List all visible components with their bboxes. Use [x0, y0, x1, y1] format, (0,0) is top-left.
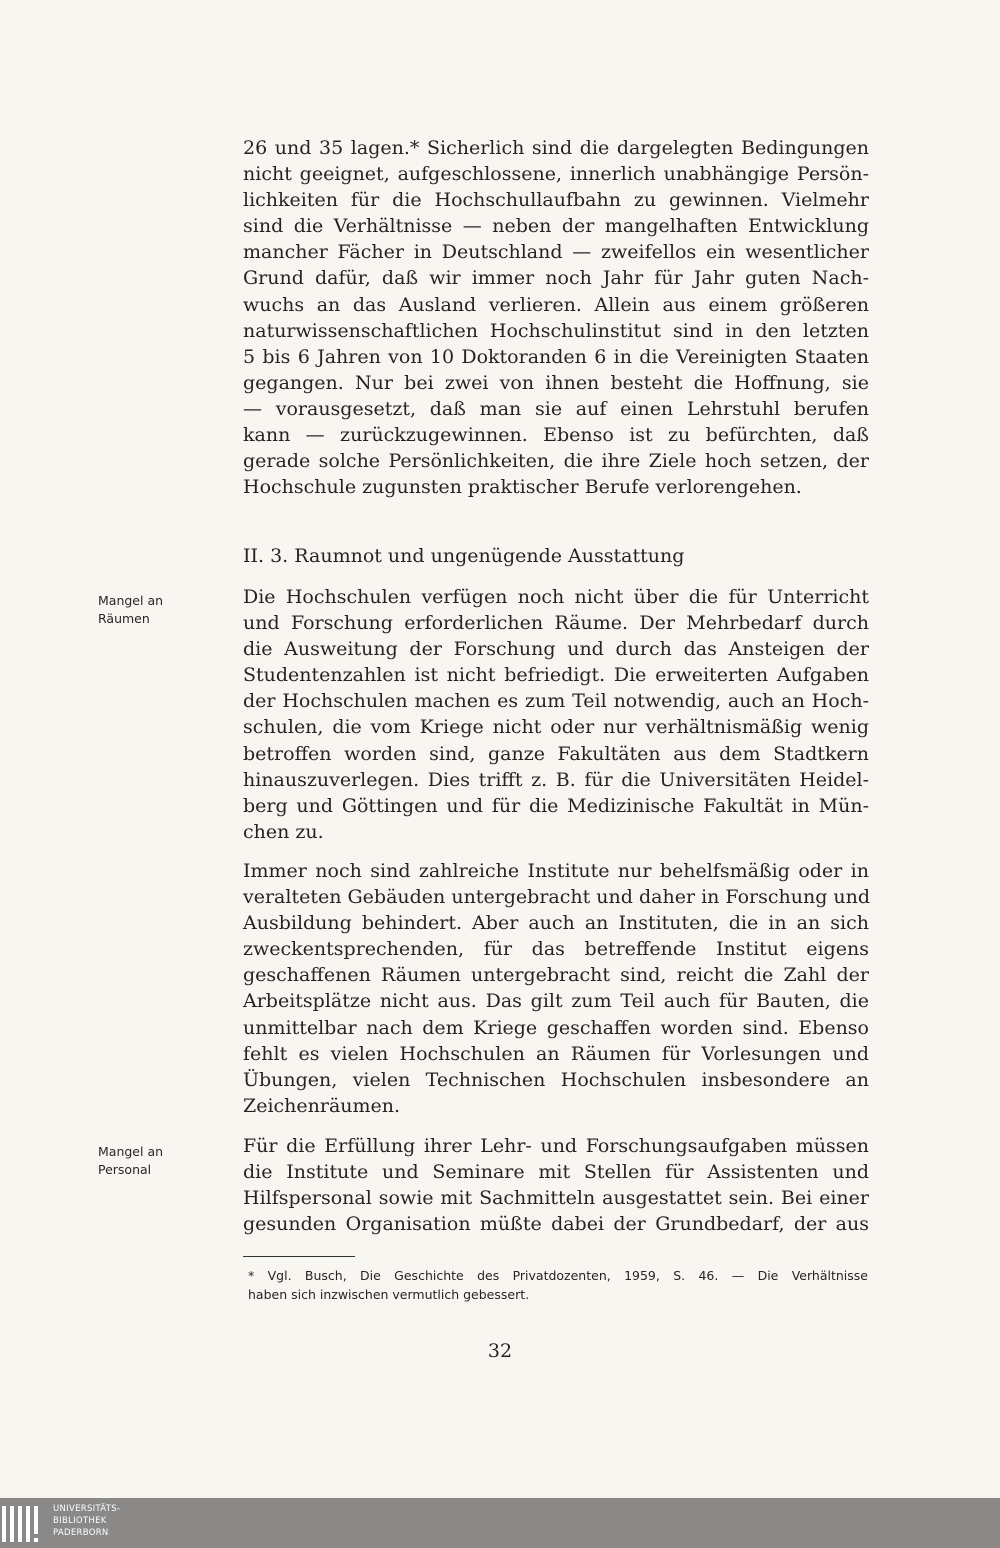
margin-note-line: Mangel an	[98, 1144, 164, 1159]
text-line: sind die Verhältnisse — neben der mangelhaften Entwicklung	[243, 215, 869, 238]
text-line: — vorausgesetzt, daß man sie auf einen Lehrstuhl berufen	[243, 397, 869, 420]
text-line: nicht geeignet, aufgeschlossene, innerlich unabhängige Persön-	[243, 163, 869, 186]
footnote-line: * Vgl. Busch, Die Geschichte des Privatdozenten, 1959, S. 46. — Die Verhältnisse	[248, 1268, 868, 1283]
page-number: 32	[487, 1340, 513, 1362]
logo-line: PADERBORN	[53, 1528, 109, 1538]
text-line: Hochschule zugunsten praktischer Berufe verlorengehen.	[243, 476, 802, 499]
text-line: Arbeitsplätze nicht aus. Das gilt zum Teil auch für Bauten, die	[243, 990, 869, 1013]
text-line: Zeichenräumen.	[243, 1094, 401, 1117]
text-line: hinauszuverlegen. Dies trifft z. B. für die Universitäten Heidel-	[243, 768, 869, 791]
text-line: Die Hochschulen verfügen noch nicht über die für Unterricht	[243, 586, 869, 608]
library-logo-text	[53, 1503, 120, 1539]
text-line: Immer noch sind zahlreiche Institute nur behelfsmäßig oder in	[243, 860, 869, 882]
text-line: die Ausweitung der Forschung und durch das Ansteigen der	[243, 638, 869, 661]
section-heading: II. 3. Raumnot und ungenügende Ausstattung	[243, 545, 685, 567]
text-line: die Institute und Seminare mit Stellen für Assistenten und	[243, 1161, 869, 1184]
footnote	[248, 1266, 868, 1304]
text-line: unmittelbar nach dem Kriege geschaffen worden sind. Ebenso	[243, 1016, 869, 1039]
text-line: naturwissenschaftlichen Hochschulinstitut sind in den letzten	[243, 319, 869, 342]
text-line: 26 und 35 lagen.* Sicherlich sind die dargelegten Bedingungen	[243, 137, 869, 159]
text-line: Für die Erfüllung ihrer Lehr- und Forschungsaufgaben müssen	[243, 1135, 869, 1157]
text-line: fehlt es vielen Hochschulen an Räumen für Vorlesungen und	[243, 1042, 869, 1065]
library-footer-bar	[0, 1498, 1000, 1548]
footnote-rule	[243, 1256, 355, 1257]
margin-note-line: Mangel an	[98, 593, 164, 608]
margin-note-raeume	[98, 592, 208, 628]
paragraph-2	[243, 584, 869, 845]
text-line: Studentenzahlen ist nicht befriedigt. Die erweiterten Aufgaben	[243, 664, 869, 687]
text-line: Hilfspersonal sowie mit Sachmitteln ausgestattet sein. Bei einer	[243, 1187, 869, 1210]
paragraph-1	[243, 135, 869, 500]
text-line: Ausbildung behindert. Aber auch an Instituten, die in an sich	[243, 912, 869, 935]
text-line: betroffen worden sind, ganze Fakultäten aus dem Stadtkern	[243, 742, 869, 765]
text-line: gerade solche Persönlichkeiten, die ihre Ziele hoch setzen, der	[243, 450, 869, 473]
logo-line: BIBLIOTHEK	[53, 1516, 107, 1526]
text-line: schulen, die vom Kriege nicht oder nur verhältnismäßig wenig	[243, 716, 869, 739]
text-line: 5 bis 6 Jahren von 10 Doktoranden 6 in die Vereinigten Staaten	[243, 345, 869, 368]
logo-line: UNIVERSITÄTS-	[53, 1504, 121, 1514]
text-line: gegangen. Nur bei zwei von ihnen besteht die Hoffnung, sie	[243, 371, 869, 394]
text-line: mancher Fächer in Deutschland — zweifellos ein wesentlicher	[243, 241, 869, 264]
text-line: und Forschung erforderlichen Räume. Der Mehrbedarf durch	[243, 612, 869, 635]
text-line: chen zu.	[243, 820, 324, 843]
text-line: kann — zurückzugewinnen. Ebenso ist zu befürchten, daß	[243, 424, 869, 447]
text-line: geschaffenen Räumen untergebracht sind, reicht die Zahl der	[243, 964, 869, 987]
paragraph-4	[243, 1133, 869, 1237]
text-line: zweckentsprechenden, für das betreffende Institut eigens	[243, 938, 869, 961]
library-logo-icon	[0, 1498, 48, 1548]
text-line: lichkeiten für die Hochschullaufbahn zu gewinnen. Vielmehr	[243, 189, 869, 212]
text-line: der Hochschulen machen es zum Teil notwendig, auch an Hoch-	[243, 690, 869, 713]
text-line: berg und Göttingen und für die Medizinische Fakultät in Mün-	[243, 794, 869, 817]
margin-note-line: Personal	[98, 1162, 152, 1177]
text-line: gesunden Organisation müßte dabei der Grundbedarf, der aus	[243, 1213, 869, 1236]
paragraph-3	[243, 858, 869, 1119]
margin-note-line: Räumen	[98, 611, 150, 626]
text-line: veralteten Gebäuden untergebracht und daher in Forschung und	[243, 886, 871, 909]
text-line: wuchs an das Ausland verlieren. Allein aus einem größeren	[243, 293, 869, 316]
text-line: Übungen, vielen Technischen Hochschulen insbesondere an	[243, 1068, 869, 1091]
text-line: Grund dafür, daß wir immer noch Jahr für Jahr guten Nach-	[243, 267, 869, 290]
footnote-line: haben sich inzwischen vermutlich gebessert.	[248, 1287, 530, 1302]
margin-note-personal	[98, 1143, 208, 1179]
